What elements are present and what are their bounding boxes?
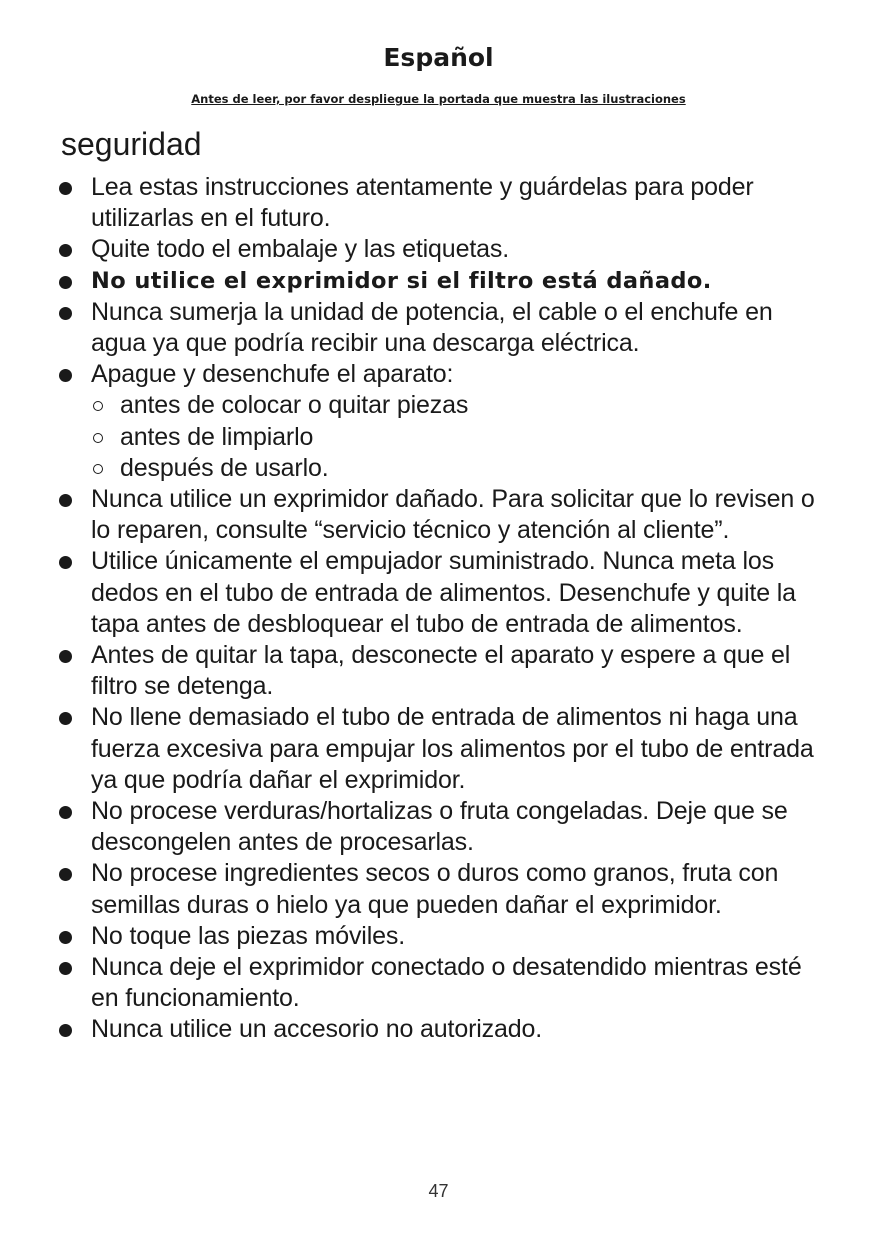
list-item: [56, 234, 826, 265]
list-item-text: No procese verduras/hortalizas o fruta congeladas. Deje que se descongelen antes de procesarlas.: [91, 797, 788, 857]
bullet-icon: [59, 494, 72, 507]
hollow-bullet-icon: [93, 464, 103, 474]
hollow-bullet-icon: [93, 433, 103, 443]
list-item-text: Nunca sumerja la unidad de potencia, el cable o el enchufe en agua ya que podría recibir una descarga eléctrica.: [91, 297, 773, 358]
list-item: [56, 359, 826, 484]
sub-list-item: [91, 422, 826, 453]
list-item: [56, 702, 826, 796]
bullet-icon: [59, 244, 72, 257]
safety-instructions-list: [56, 172, 826, 1046]
list-item-text: Nunca utilice un exprimidor dañado. Para solicitar que lo revisen o lo reparen, consulte “servicio técnico y atención al cliente”.: [91, 485, 815, 545]
list-item-text: Utilice únicamente el empujador suministrado. Nunca meta los dedos en el tubo de entrada de alimentos. Desenchufe y quite la tapa antes de desbloquear el tubo de entrada de alimentos.: [91, 547, 796, 638]
list-item-text: Nunca deje el exprimidor conectado o desatendido mientras esté en funcionamiento.: [91, 953, 802, 1013]
list-item-text: Quite todo el embalaje y las etiquetas.: [91, 235, 510, 264]
list-item: [56, 484, 826, 546]
bullet-icon: [59, 1024, 72, 1037]
list-item-text: Lea estas instrucciones atentamente y guárdelas para poder utilizarlas en el futuro.: [91, 173, 754, 233]
sub-list-item: [91, 453, 826, 484]
list-item: [56, 921, 826, 952]
bullet-icon: [59, 307, 72, 320]
list-item: [56, 1014, 826, 1045]
section-heading: seguridad: [61, 126, 202, 162]
list-item: [56, 858, 826, 920]
list-item-text: Apague y desenchufe el aparato:: [91, 360, 454, 389]
bullet-icon: [59, 712, 72, 725]
bullet-icon: [59, 369, 72, 382]
bullet-icon: [59, 931, 72, 944]
bullet-icon: [59, 962, 72, 975]
list-item: [56, 640, 826, 702]
list-item-text: No toque las piezas móviles.: [91, 921, 406, 950]
list-item-text: Nunca utilice un accesorio no autorizado.: [91, 1015, 543, 1044]
list-item-text: No llene demasiado el tubo de entrada de alimentos ni haga una fuerza excesiva para empujar los alimentos por el tubo de entrada ya que podría dañar el exprimidor.: [91, 703, 814, 794]
list-item: [56, 172, 826, 234]
fold-out-note: Antes de leer, por favor despliegue la portada que muestra las ilustraciones: [191, 92, 686, 106]
page-number: 47: [428, 1181, 449, 1201]
sub-list: [91, 390, 826, 484]
list-item: [56, 297, 826, 359]
sub-list-item-text: antes de limpiarlo: [120, 422, 314, 451]
list-item-text: No utilice el exprimidor si el filtro está dañado.: [91, 267, 712, 294]
list-item-text: No procese ingredientes secos o duros como granos, fruta con semillas duras o hielo ya que pueden dañar el exprimidor.: [91, 859, 779, 919]
list-item: [56, 796, 826, 858]
bullet-icon: [59, 182, 72, 195]
sub-list-item-text: antes de colocar o quitar piezas: [120, 391, 469, 420]
sub-list-item-text: después de usarlo.: [120, 453, 329, 482]
bullet-icon: [59, 276, 72, 289]
hollow-bullet-icon: [93, 401, 103, 411]
bullet-icon: [59, 556, 72, 569]
bullet-icon: [59, 806, 72, 819]
bullet-icon: [59, 650, 72, 663]
list-item: [56, 546, 826, 640]
sub-list-item: [91, 390, 826, 421]
bullet-icon: [59, 868, 72, 881]
list-item-text: Antes de quitar la tapa, desconecte el aparato y espere a que el filtro se detenga.: [91, 641, 791, 701]
list-item: [56, 952, 826, 1014]
page-title: Español: [383, 43, 494, 72]
list-item-warning: [56, 266, 826, 297]
